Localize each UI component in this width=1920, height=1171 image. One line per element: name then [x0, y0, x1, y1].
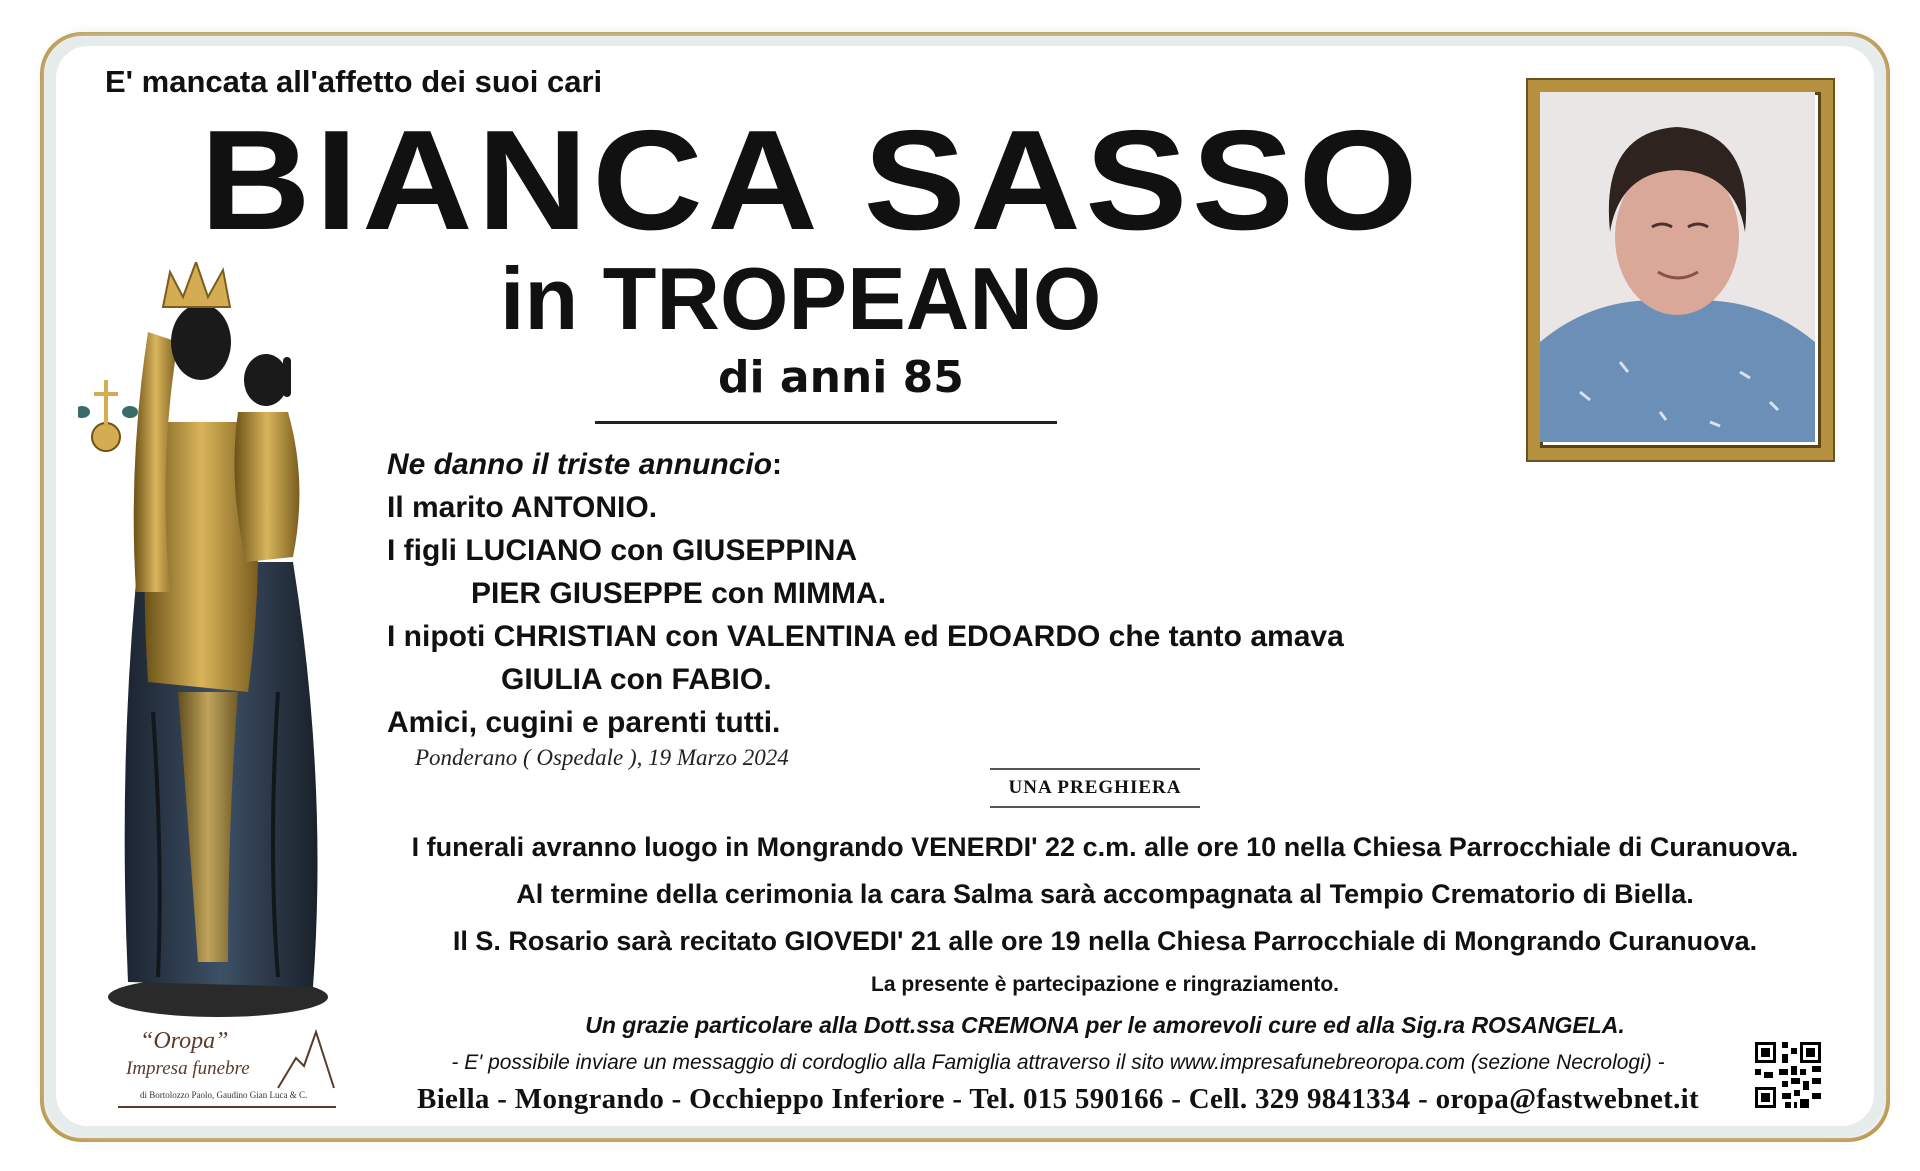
logo-subtitle: Impresa funebre — [126, 1058, 250, 1079]
logo-brand: “Oropa” — [140, 1028, 229, 1054]
logo-owners: di Bortolozzo Paolo, Gaudino Gian Luca & C. — [140, 1090, 308, 1100]
portrait-photo-frame — [1528, 80, 1833, 460]
qr-code-icon[interactable] — [1755, 1042, 1821, 1108]
mountain-logo-icon — [276, 1028, 336, 1092]
portrait-photo — [1540, 92, 1815, 442]
logo-underline — [118, 1106, 336, 1108]
mourners-lead: Ne danno il triste annuncio — [387, 448, 773, 481]
mourners-lead-colon: : — [772, 448, 783, 481]
prayer-label: UNA PREGHIERA — [990, 768, 1200, 808]
mourner-line: Il marito ANTONIO. — [387, 491, 658, 524]
mourner-line: PIER GIUSEPPE con MIMMA. — [471, 577, 887, 610]
dateline: Ponderano ( Ospedale ), 19 Marzo 2024 — [415, 745, 789, 770]
married-name: in TROPEANO — [500, 249, 1102, 348]
divider-rule — [595, 421, 1057, 424]
mourner-line: I figli LUCIANO con GIUSEPPINA — [387, 534, 858, 567]
condolence-info: - E' possibile inviare un messaggio di cordoglio alla Famiglia attraverso il sito www.impresafunebreoropa.com (sezione Necrologi) - — [451, 1051, 1665, 1074]
thanks-line-2: Un grazie particolare alla Dott.ssa CREMONA per le amorevoli cure ed alla Sig.ra ROSANGELA. — [585, 1012, 1625, 1038]
intro-text: E' mancata all'affetto dei suoi cari — [105, 64, 603, 99]
funeral-line-3: Il S. Rosario sarà recitato GIOVEDI' 21 alle ore 19 nella Chiesa Parrocchiale di Mongrando Curanuova. — [452, 926, 1758, 956]
madonna-statue-icon — [78, 262, 358, 1022]
funeral-line-1: I funerali avranno luogo in Mongrando VENERDI' 22 c.m. alle ore 10 nella Chiesa Parrocchiale di Curanuova. — [411, 832, 1799, 862]
contact-line: Biella - Mongrando - Occhieppo Inferiore - Tel. 015 590166 - Cell. 329 9841334 - oropa@fastwebnet.it — [417, 1083, 1699, 1115]
mourners-list — [387, 443, 1344, 744]
mourner-line: I nipoti CHRISTIAN con VALENTINA ed EDOARDO che tanto amava — [387, 620, 1344, 653]
age-text: di anni 85 — [718, 352, 964, 403]
deceased-name: BIANCA SASSO — [200, 101, 1423, 260]
thanks-line-1: La presente è partecipazione e ringraziamento. — [871, 973, 1339, 996]
funeral-home-logo — [118, 1028, 336, 1110]
mourners-lead-line — [387, 443, 1344, 486]
mourner-line: GIULIA con FABIO. — [501, 663, 772, 696]
mourner-line: Amici, cugini e parenti tutti. — [387, 706, 781, 739]
funeral-line-2: Al termine della cerimonia la cara Salma sarà accompagnata al Tempio Crematorio di Biella. — [516, 879, 1694, 909]
